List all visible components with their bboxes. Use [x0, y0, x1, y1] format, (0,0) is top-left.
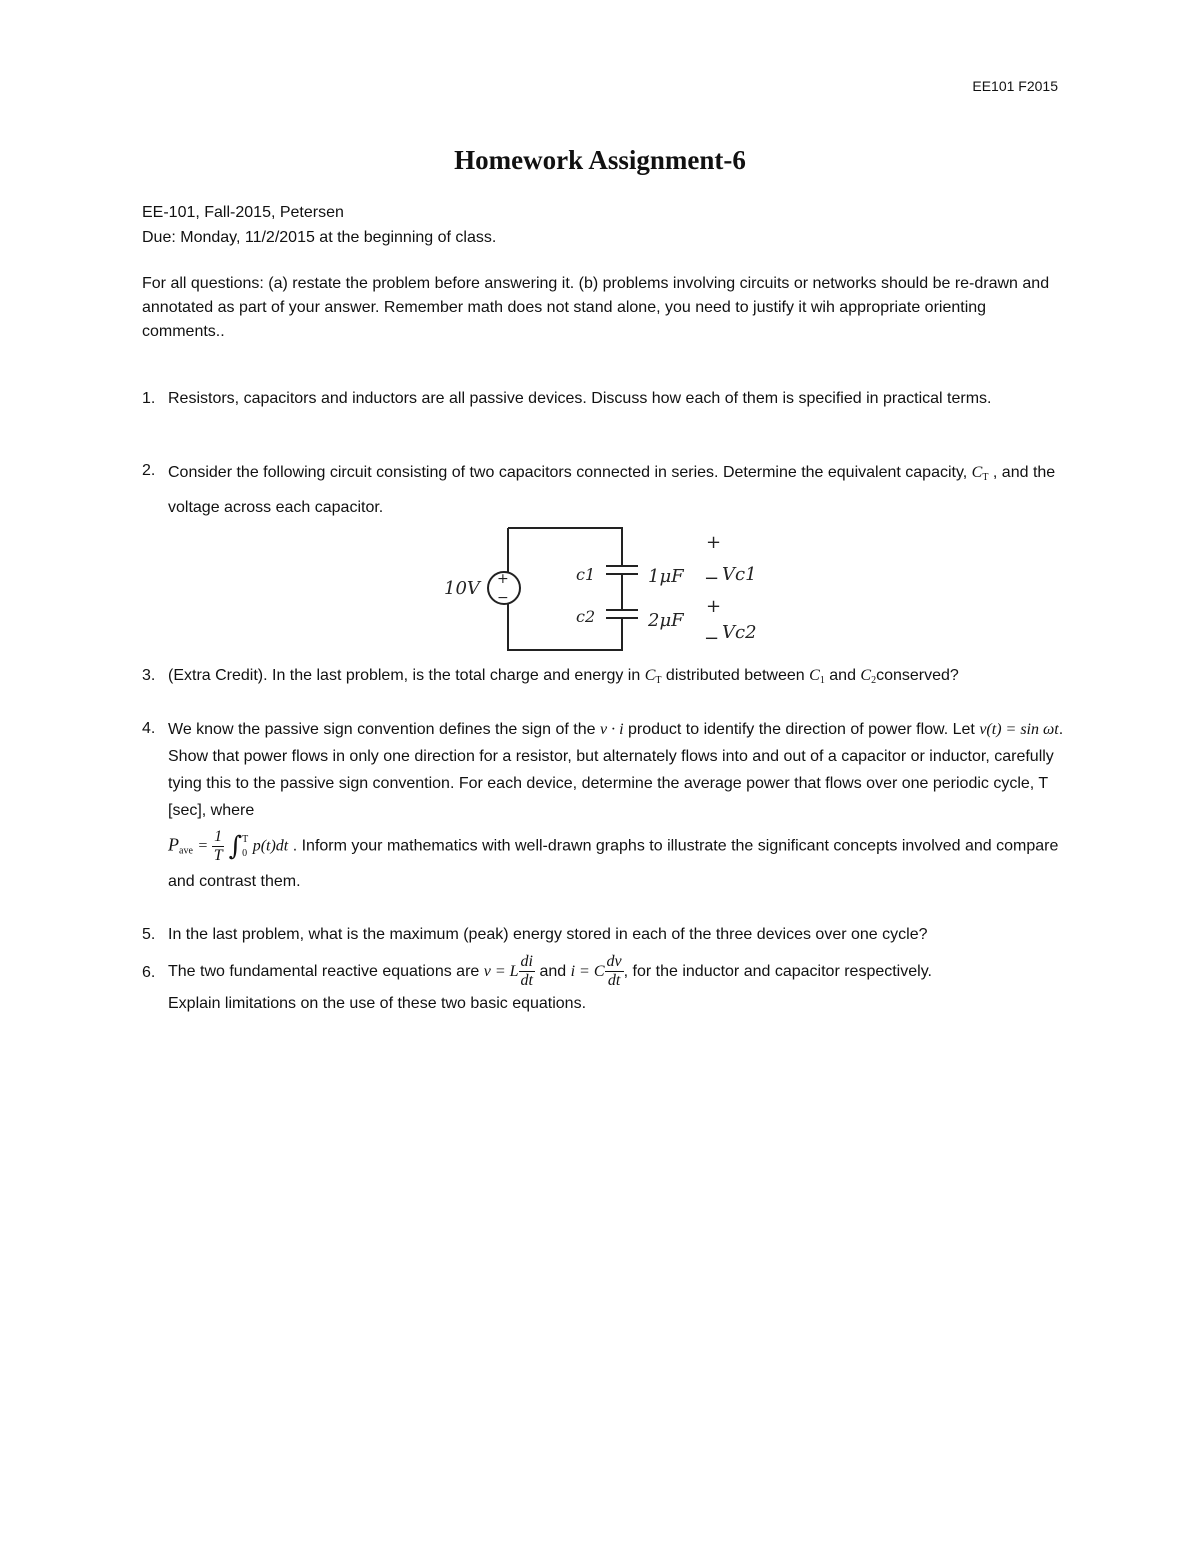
question-text: . Inform your mathematics with well-drawn graphs to illustrate the significant concepts involved and compare and contrast them. [168, 837, 1059, 890]
question-text-tail: , and the voltage across each capacitor. [168, 464, 1056, 516]
vi-product: v · i [599, 721, 624, 738]
question-3 [142, 663, 1067, 693]
equals: = [197, 837, 213, 855]
fraction [212, 828, 224, 865]
eq2-den: dt [607, 972, 621, 990]
symbol-ct: C [971, 464, 983, 481]
question-text: The two fundamental reactive equations are [168, 963, 480, 980]
question-text: product to identify the direction of power flow. [627, 721, 949, 738]
c1-label: c1 [576, 565, 596, 584]
question-1 [142, 386, 1067, 411]
symbol-ct-sub: T [982, 472, 989, 483]
eq2-num: dv [606, 953, 622, 971]
symbol-c2: C [860, 667, 872, 684]
instructions: For all questions: (a) restate the problem before answering it. (b) problems involving circuits or networks should be re-drawn and annotated as part of your answer. Remember math does not stand alone, you need to justify it wih appropriate orienting comments.. [142, 275, 1050, 340]
symbol-ct: C [644, 667, 656, 684]
eq1-lhs: v = L [483, 963, 519, 980]
symbol-ct-sub: T [655, 675, 662, 686]
symbol-p-sub: ave [179, 845, 193, 857]
c2-label: c2 [576, 607, 596, 626]
frac-denominator: T [213, 847, 223, 864]
integrand: p(t)dt [252, 837, 289, 855]
vc2-plus: + [706, 596, 722, 617]
question-text: Resistors, capacitors and inductors are all passive devices. Discuss how each of them is specified in practical terms. [168, 390, 992, 407]
symbol-p: P [168, 834, 179, 855]
c2-value: 2μF [648, 610, 684, 631]
question-text: Consider the following circuit consisting of two capacitors connected in series. Determine the equivalent capacity, [168, 464, 968, 481]
eq2-fraction [605, 953, 624, 990]
question-number: 3. [142, 667, 156, 684]
course-line: EE-101, Fall-2015, Petersen [142, 204, 344, 221]
vc2-label: Vc2 [722, 622, 757, 643]
question-text-2: Explain limitations on the use of these two basic equations. [168, 995, 587, 1012]
eq1-num: di [520, 953, 533, 971]
vc1-plus: + [706, 532, 722, 553]
question-text: . Show that power flows in only one direction for a resistor, but alternately flows into and out of a capacitor or inductor, carefully tying this to the passive sign convention. For each device, determine the average power that flows over one periodic cycle, T [sec], where [168, 721, 1064, 819]
question-number: 5. [142, 926, 156, 943]
question-text: and [539, 963, 567, 980]
symbol-c2-sub: 2 [871, 675, 877, 686]
average-power-equation [168, 828, 1067, 897]
symbol-c1: C [809, 667, 820, 684]
page-title: Homework Assignment-6 [454, 145, 746, 175]
vc1-minus: − [704, 568, 720, 589]
source-label: 10V [444, 578, 480, 599]
due-line: Due: Monday, 11/2/2015 at the beginning of class. [142, 229, 497, 246]
question-text: , for the inductor and capacitor respectively. [623, 963, 932, 980]
question-text: conserved? [876, 667, 959, 684]
question-number: 2. [142, 462, 156, 479]
frac-numerator: 1 [214, 828, 223, 845]
question-number: 1. [142, 390, 156, 407]
question-number: 6. [142, 964, 156, 981]
integral-upper: T [242, 833, 249, 845]
vc1-label: Vc1 [722, 564, 757, 585]
question-4 [142, 716, 1067, 897]
question-text: (Extra Credit). In the last problem, is the total charge and energy in [168, 667, 641, 684]
question-text: and [829, 667, 856, 684]
question-text: Let [952, 721, 975, 738]
vc2-minus: − [704, 628, 720, 649]
question-text: In the last problem, what is the maximum (peak) energy stored in each of the three devices over one cycle? [168, 926, 928, 943]
voltage-function: v(t) = sin ωt [979, 721, 1059, 738]
course-tag: EE101 F2015 [972, 78, 1058, 94]
source-plus: + [497, 571, 509, 587]
integral-sign: ∫ [228, 831, 243, 862]
eq1-fraction [519, 953, 535, 990]
eq1-den: dt [520, 972, 533, 990]
question-text: distributed between [665, 667, 805, 684]
question-number: 4. [142, 720, 156, 737]
question-5 [142, 922, 1067, 947]
integral-lower: 0 [242, 847, 248, 859]
c1-value: 1μF [648, 566, 684, 587]
question-text: We know the passive sign convention defines the sign of the [168, 721, 596, 738]
question-2 [142, 458, 1067, 523]
question-6 [142, 953, 1067, 1016]
series-capacitor-circuit [430, 518, 790, 658]
symbol-c1-sub: 1 [819, 675, 825, 686]
eq2-lhs: i = C [570, 963, 605, 980]
assignment-meta [142, 200, 496, 250]
source-minus: − [497, 590, 509, 606]
